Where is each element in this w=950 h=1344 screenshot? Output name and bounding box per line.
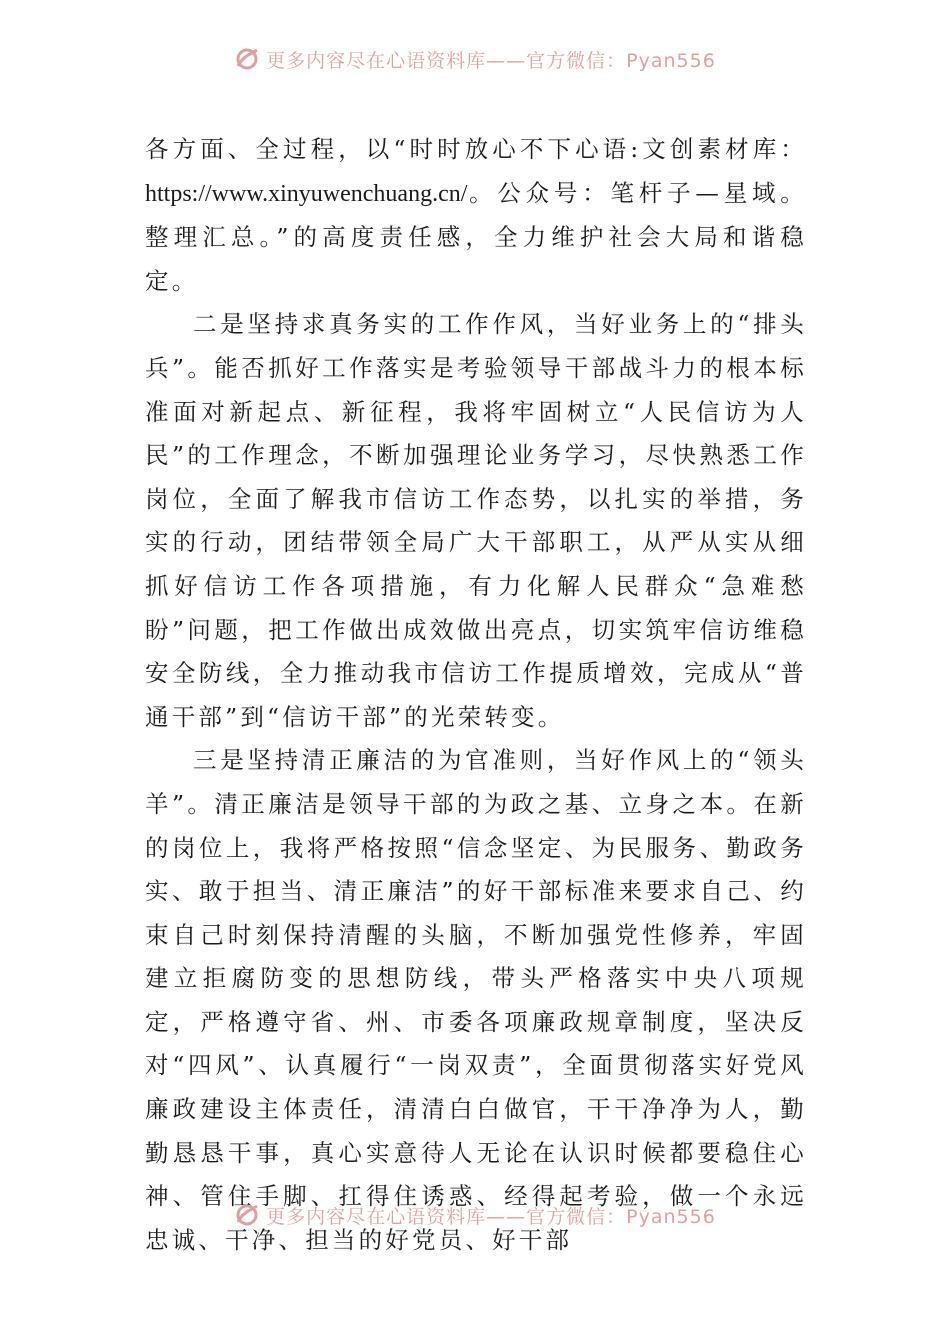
watermark-text: 更多内容尽在心语资料库——官方微信：Pyan556 [266,1205,716,1228]
watermark-text: 更多内容尽在心语资料库——官方微信：Pyan556 [266,49,716,72]
footer-watermark [0,1204,950,1244]
paragraph-2: 二是坚持求真务实的工作作风，当好业务上的“排头兵”。能否抓好工作落实是考验领导干部战斗力的根本标准面对新起点、新征程，我将牢固树立“人民信访为人民”的工作理念，不断加强理论业务学习，尽快熟悉工作岗位，全面了解我市信访工作态势，以扎实的举措，务实的行动，团结带领全局广大干部职工，从严从实从细抓好信访工作各项措施，有力化解人民群众“急难愁盼”问题，把工作做出成效做出亮点，切实筑牢信访维稳安全防线，全力推动我市信访工作提质增效，完成从“普通干部”到“信访干部”的光荣转变。 [145,310,807,731]
document-body [145,128,807,1262]
website-url: https://www.xinyuwenchuang.cn/ [145,180,468,207]
paragraph-1-text-b: 。公众号：笔杆子—星域。整理汇总。”的高度责任感，全力维护社会大局和谐稳定。 [145,178,807,295]
header-watermark [0,48,950,88]
paragraph-1-text-a: 各方面、全过程，以“时时放心不下心语:文创素材库： [145,135,807,163]
paragraph-1 [145,128,807,303]
paragraph-3: 三是坚持清正廉洁的为官准则，当好作风上的“领头羊”。清正廉洁是领导干部的为政之基、立身之本。在新的岗位上，我将严格按照“信念坚定、为民服务、勤政务实、敢于担当、清正廉洁”的好干部标准来要求自己、约束自己时刻保持清醒的头脑，不断加强党性修养，牢固建立拒腐防变的思想防线，带头严格落实中央八项规定，严格遵守省、州、市委各项廉政规章制度，坚决反对“四风”、认真履行“一岗双责”，全面贯彻落实好党风廉政建设主体责任，清清白白做官，干干净净为人，勤勤恳恳干事，真心实意待人无论在认识时候都要稳住心神、管住手脚、扛得住诱惑、经得起考验，做一个永远忠诚、干净、担当的好党员、好干部 [145,746,807,1254]
logo-icon [234,48,260,72]
logo-icon [234,1204,260,1228]
